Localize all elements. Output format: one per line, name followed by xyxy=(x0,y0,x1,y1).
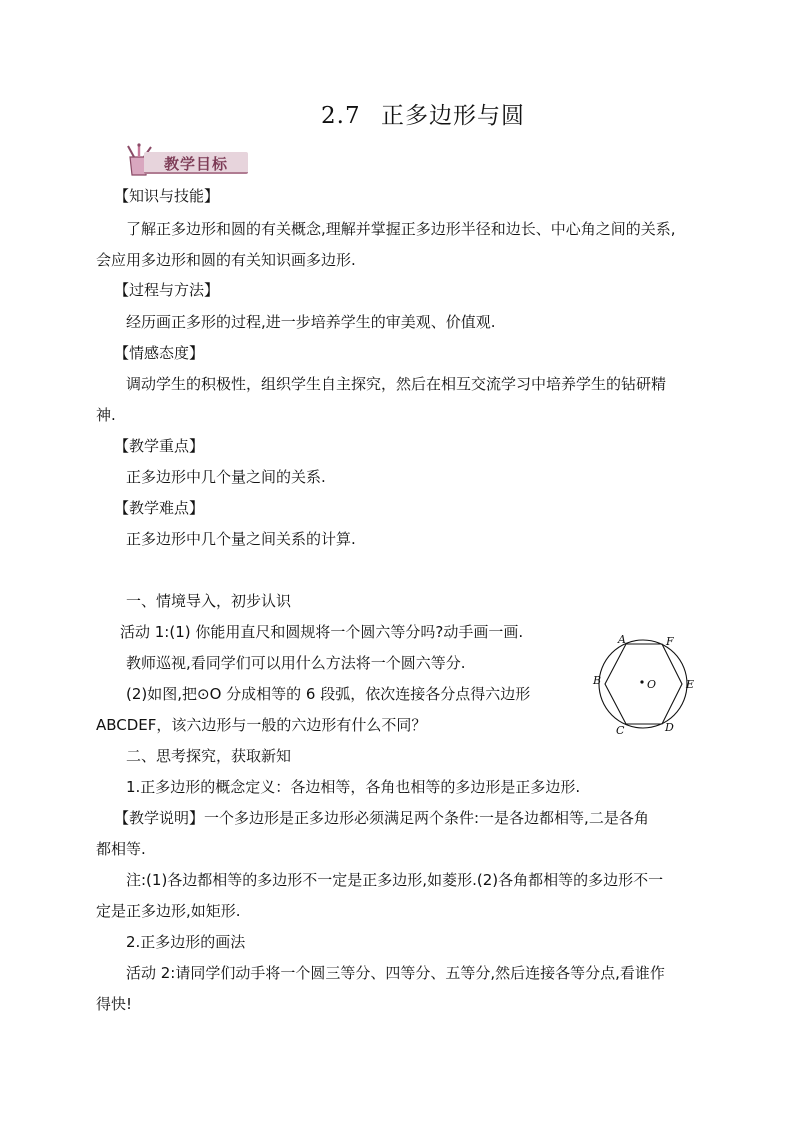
paragraph-line: 得快! xyxy=(96,995,133,1013)
heading-attitude: 【情感态度】 xyxy=(114,344,205,362)
paragraph-line: (2)如图,把⊙O 分成相等的 6 段弧，依次连接各分点得六边形 xyxy=(126,685,531,703)
heading-difficulties: 【教学难点】 xyxy=(114,499,205,517)
section-number: 2.7 xyxy=(321,103,361,129)
paragraph-line: 定是正多边形,如矩形. xyxy=(96,902,241,920)
paragraph-line: 活动 1:(1) 你能用直尺和圆规将一个圆六等分吗?动手画一画. xyxy=(120,623,524,641)
heading-key-points: 【教学重点】 xyxy=(114,437,205,455)
paragraph-line: 注:(1)各边都相等的多边形不一定是正多边形,如菱形.(2)各角都相等的多边形不一 xyxy=(126,871,664,889)
label-o: O xyxy=(647,678,657,691)
paragraph-line: 【教学说明】一个多边形是正多边形必须满足两个条件:一是各边都相等,二是各角 xyxy=(114,809,649,827)
paragraph-line: 经历画正多形的过程,进一步培养学生的审美观、价值观. xyxy=(126,313,496,331)
page-title xyxy=(0,97,794,130)
banner-label: 教学目标 xyxy=(164,155,229,173)
circle-o xyxy=(599,640,687,728)
label-f: F xyxy=(666,635,674,648)
label-b: B xyxy=(593,674,602,687)
paragraph-line: 正多边形中几个量之间的关系. xyxy=(126,468,326,486)
paragraph-line: 活动 2:请同学们动手将一个圆三等分、四等分、五等分,然后连接各等分点,看谁作 xyxy=(126,964,665,982)
label-a: A xyxy=(618,633,626,646)
paragraph-line: 1.正多边形的概念定义：各边相等，各角也相等的多边形是正多边形. xyxy=(126,778,581,796)
heading-process: 【过程与方法】 xyxy=(114,281,220,299)
hexagon-in-circle-figure xyxy=(590,632,702,744)
paragraph-line: 2.正多边形的画法 xyxy=(126,933,246,951)
section-name: 正多边形与圆 xyxy=(380,103,525,129)
paragraph-line: 都相等. xyxy=(96,840,146,858)
section-heading-explore: 二、思考探究，获取新知 xyxy=(126,747,292,765)
label-c: C xyxy=(616,724,625,737)
label-e: E xyxy=(686,678,695,691)
paragraph-line: 教师巡视,看同学们可以用什么方法将一个圆六等分. xyxy=(126,654,466,672)
hexagon-abcdef xyxy=(605,644,682,724)
section-heading-intro: 一、情境导入，初步认识 xyxy=(126,592,292,610)
center-point xyxy=(640,680,643,683)
heading-knowledge: 【知识与技能】 xyxy=(114,187,220,205)
paragraph-line: 调动学生的积极性，组织学生自主探究，然后在相互交流学习中培养学生的钻研精 xyxy=(126,375,667,393)
teaching-goals-banner xyxy=(124,143,250,179)
paragraph-line: ABCDEF，该六边形与一般的六边形有什么不同？ xyxy=(96,716,427,734)
paragraph-line: 会应用多边形和圆的有关知识画多边形. xyxy=(96,251,356,269)
paragraph-line: 了解正多边形和圆的有关概念,理解并掌握正多边形半径和边长、中心角之间的关系, xyxy=(126,220,676,238)
label-d: D xyxy=(665,721,674,734)
paragraph-line: 神. xyxy=(96,406,116,424)
paragraph-line: 正多边形中几个量之间关系的计算. xyxy=(126,530,356,548)
